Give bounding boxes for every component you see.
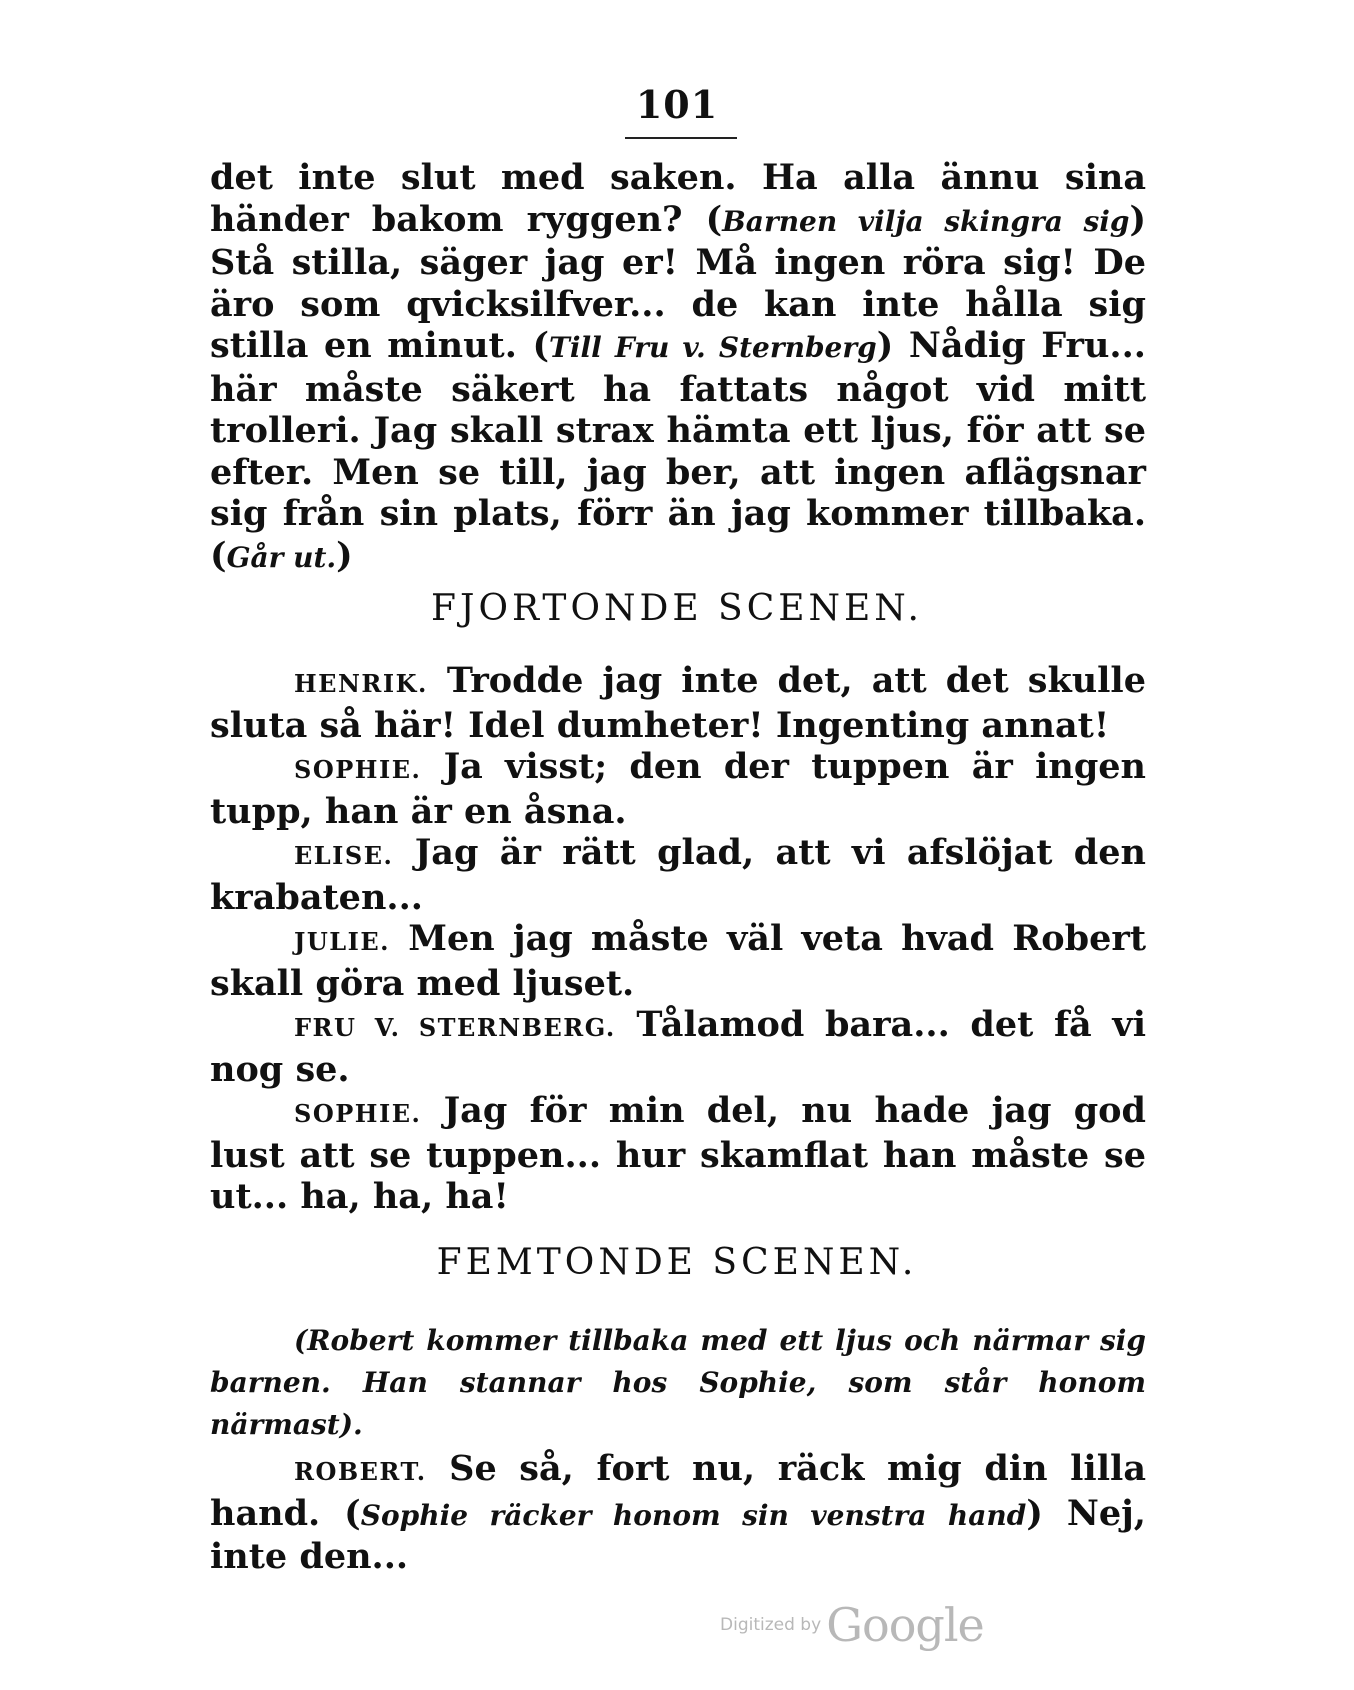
scene-heading-14: FJORTONDE SCENEN. [431,588,923,629]
scene-14-dialogue [210,660,1146,1218]
dialogue-text: Jag för min del, nu hade jag god lust att se tuppen... hur skamflat han måste se ut... ha, ha, ha! [210,1090,1146,1217]
speaker-name: FRU V. STERNBERG. [294,1013,616,1042]
dialogue-text: Jag är rätt glad, att vi afslöjat den krabaten... [210,832,1146,918]
dialogue-text: Men jag måste väl veta hvad Robert skall göra med ljuset. [210,918,1146,1004]
digitized-watermark [720,1598,984,1652]
dialogue-line [210,660,1146,746]
speaker-name: ELISE. [294,841,394,870]
stage-direction: Barnen vilja skingra sig [722,204,1130,238]
speaker-name: HENRIK. [294,669,428,698]
dialogue-line [210,1004,1146,1090]
dialogue-line [210,1090,1146,1218]
speaker-name: SOPHIE. [294,755,422,784]
google-logo: Google [826,1598,984,1652]
dialogue-line [210,1448,1146,1578]
scene-15-stage-direction: (Robert kommer tillbaka med ett ljus och närmar sig barnen. Han stannar hos Sophie, som står honom närmast). [210,1324,1146,1441]
header-rule [625,137,737,139]
scene-15-dialogue [210,1448,1146,1578]
opening-paragraph [210,157,1146,578]
scene-heading-15: FEMTONDE SCENEN. [436,1242,918,1283]
dialogue-text: Ja visst; den der tuppen är ingen tupp, han är en åsna. [210,746,1147,832]
opening-text-4: ) [336,534,353,576]
speaker-name: JULIE. [294,927,391,956]
dialogue-line [210,832,1146,918]
opening-text-2: ) Stå stilla, säger jag er! Må ingen röra sig! De äro som qvicksilfver... de kan inte hålla sig stilla en minut. ( [210,198,1147,366]
speaker-name: SOPHIE. [294,1099,422,1128]
stage-direction: Sophie räcker honom sin venstra hand [360,1498,1027,1532]
stage-direction: Till Fru v. Sternberg [549,331,877,364]
opening-text-3: ) Nådig Fru... här måste säkert ha fattats något vid mitt trolleri. Jag skall strax hämta ett ljus, för att se efter. Men se till, jag ber, att ingen aflägsnar sig från sin plats, förr än jag kommer tillbaka. ( [210,325,1146,576]
dialogue-text: Se så, fort nu, räck mig din lilla hand. ( [210,1448,1146,1534]
dialogue-line [210,746,1146,832]
dialogue-text: Trodde jag inte det, att det skulle sluta så här! Idel dumheter! Ingenting annat! [210,660,1146,746]
opening-text-1: det inte slut med saken. Ha alla ännu sina händer bakom ryggen? ( [210,157,1146,240]
stage-direction: Går ut. [226,540,337,574]
dialogue-text: Tålamod bara... det få vi nog se. [210,1004,1147,1090]
dialogue-text: ) Nej, inte den... [210,1492,1146,1577]
digitized-by-label: Digitized by [720,1615,822,1635]
dialogue-line [210,918,1146,1004]
speaker-name: ROBERT. [294,1457,427,1486]
page-number: 101 [635,82,719,127]
